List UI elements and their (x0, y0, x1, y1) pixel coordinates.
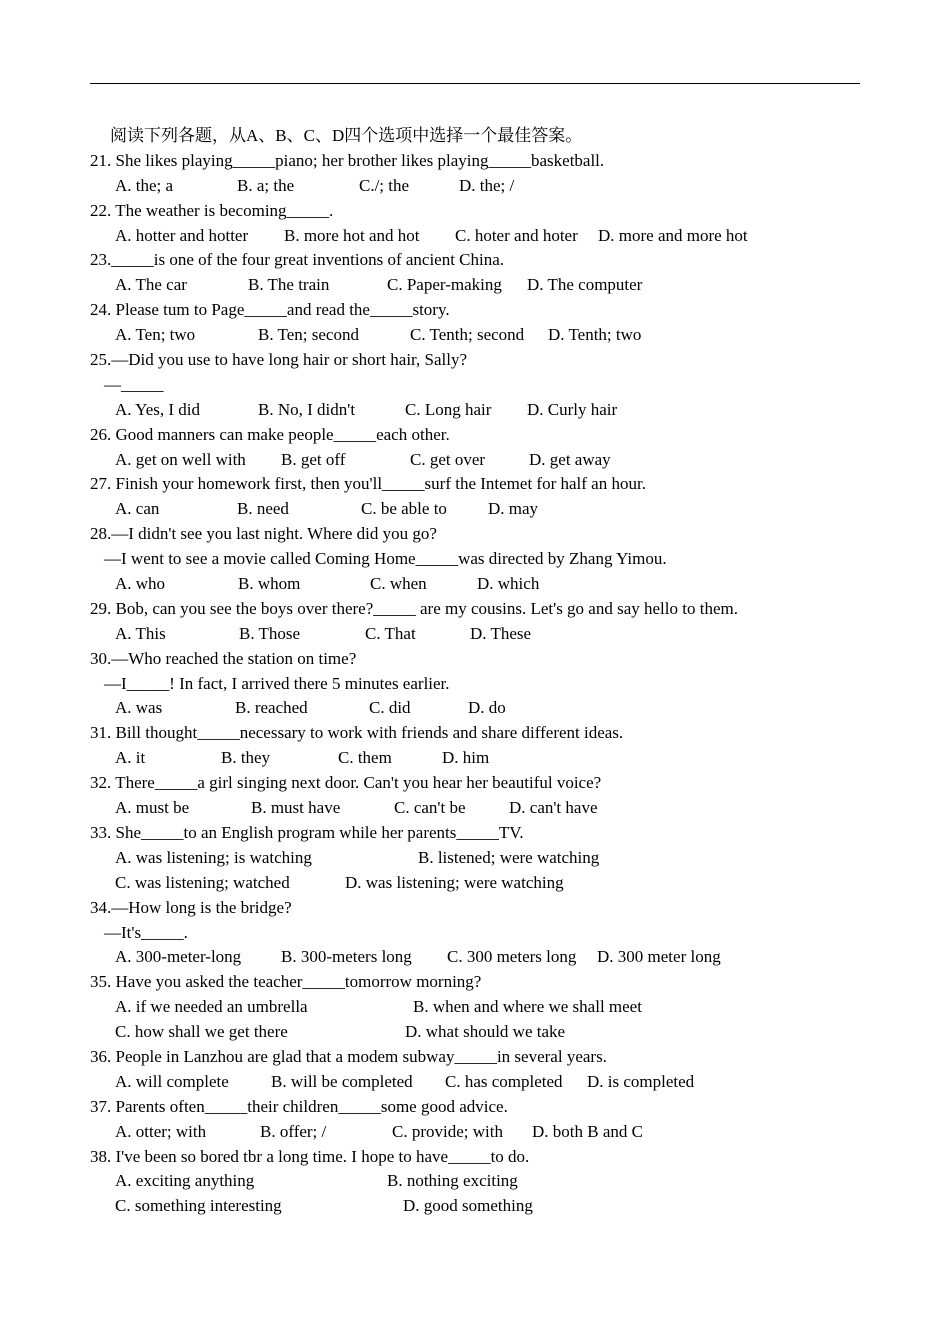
question-stem: 29. Bob, can you see the boys over there?_____ are my cousins. Let's go and say hello to them. (90, 598, 738, 618)
question-29-options (0, 622, 950, 647)
question-21-options (0, 174, 950, 199)
option-d: D. These (470, 623, 532, 643)
question-33-options-row-2 (0, 871, 950, 896)
reply-text: —I_____! In fact, I arrived there 5 minutes earlier. (104, 673, 450, 693)
option-a: A. Yes, I did (115, 399, 201, 419)
option-b: B. whom (238, 574, 301, 594)
exercise-body (0, 124, 950, 1219)
option-d: D. get away (529, 449, 611, 469)
question-25-options (0, 398, 950, 423)
question-31 (0, 721, 950, 746)
option-a: A. must be (115, 798, 190, 818)
option-d: D. more and more hot (598, 225, 748, 245)
option-b: B. more hot and hot (284, 225, 420, 245)
option-d: D. may (488, 499, 539, 519)
option-c: C. Tenth; second (410, 325, 525, 345)
option-b: B. need (237, 499, 289, 519)
option-c: C. them (338, 748, 392, 768)
option-c: C. when (370, 574, 427, 594)
option-c: C. That (365, 623, 416, 643)
question-31-options (0, 746, 950, 771)
option-b: B. they (221, 748, 271, 768)
option-b: B. reached (235, 698, 308, 718)
question-24 (0, 298, 950, 323)
question-stem: 31. Bill thought_____necessary to work with friends and share different ideas. (90, 723, 624, 743)
reply-text: —I went to see a movie called Coming Home_____was directed by Zhang Yimou. (104, 549, 667, 569)
question-27 (0, 472, 950, 497)
question-28-options (0, 572, 950, 597)
question-33 (0, 821, 950, 846)
question-22 (0, 199, 950, 224)
question-34-options (0, 945, 950, 970)
question-29 (0, 597, 950, 622)
question-stem: 38. I've been so bored tbr a long time. I hope to have_____to do. (90, 1146, 530, 1166)
option-c: C. was listening; watched (115, 872, 290, 892)
question-38-options-row-1 (0, 1169, 950, 1194)
option-c: C. can't be (394, 798, 466, 818)
option-d: D. Tenth; two (548, 325, 642, 345)
option-c: C./; the (359, 175, 410, 195)
option-c: C. has completed (445, 1071, 563, 1091)
question-32-options (0, 796, 950, 821)
option-d: D. the; / (459, 175, 515, 195)
option-b: B. will be completed (271, 1071, 413, 1091)
option-b: B. Those (239, 623, 301, 643)
question-37 (0, 1095, 950, 1120)
question-37-options (0, 1120, 950, 1145)
option-a: A. it (115, 748, 146, 768)
option-d: D. him (442, 748, 490, 768)
option-a: A. Ten; two (115, 325, 196, 345)
option-c: C. be able to (361, 499, 447, 519)
option-a: A. the; a (115, 175, 174, 195)
option-a: A. otter; with (115, 1121, 207, 1141)
option-b: B. nothing exciting (387, 1171, 518, 1191)
option-b: B. must have (251, 798, 341, 818)
option-b: B. offer; / (260, 1121, 327, 1141)
option-a: A. was (115, 698, 163, 718)
option-b: B. listened; were watching (418, 847, 600, 867)
question-26-options (0, 448, 950, 473)
option-c: C. something interesting (115, 1196, 282, 1216)
option-a: A. was listening; is watching (115, 847, 312, 867)
option-b: B. 300-meters long (281, 947, 412, 967)
option-c: C. how shall we get there (115, 1022, 288, 1042)
option-d: D. Curly hair (527, 399, 618, 419)
option-d: D. both B and C (532, 1121, 643, 1141)
question-25 (0, 348, 950, 373)
question-stem: 22. The weather is becoming_____. (90, 200, 334, 220)
question-35-options-row-1 (0, 995, 950, 1020)
question-22-options (0, 224, 950, 249)
option-a: A. if we needed an umbrella (115, 997, 308, 1017)
question-stem: 27. Finish your homework first, then you'll_____surf the Intemet for half an hour. (90, 474, 646, 494)
header-rule (90, 83, 860, 84)
reply-text: —_____ (104, 374, 164, 394)
question-stem: 35. Have you asked the teacher_____tomorrow morning? (90, 972, 482, 992)
option-a: A. exciting anything (115, 1171, 255, 1191)
question-33-options-row-1 (0, 846, 950, 871)
option-b: B. No, I didn't (258, 399, 356, 419)
option-a: A. 300-meter-long (115, 947, 242, 967)
question-28 (0, 522, 950, 547)
option-d: D. is completed (587, 1071, 695, 1091)
option-c: C. Paper-making (387, 275, 502, 295)
option-a: A. can (115, 499, 160, 519)
option-d: D. which (477, 574, 540, 594)
question-38 (0, 1145, 950, 1170)
option-a: A. hotter and hotter (115, 225, 249, 245)
option-d: D. 300 meter long (597, 947, 721, 967)
question-stem: 36. People in Lanzhou are glad that a modem subway_____in several years. (90, 1046, 607, 1066)
question-25-reply (0, 373, 950, 398)
instruction-text: 阅读下列各题，从A、B、C、D四个选项中选择一个最佳答案。 (110, 126, 583, 145)
option-b: B. get off (281, 449, 346, 469)
question-stem: 21. She likes playing_____piano; her brother likes playing_____basketball. (90, 150, 605, 170)
option-d: D. what should we take (405, 1022, 566, 1042)
option-a: A. will complete (115, 1071, 229, 1091)
option-d: D. good something (403, 1196, 533, 1216)
question-27-options (0, 497, 950, 522)
question-21 (0, 149, 950, 174)
question-24-options (0, 323, 950, 348)
instruction-line (0, 124, 950, 149)
option-b: B. when and where we shall meet (413, 997, 642, 1017)
question-34 (0, 896, 950, 921)
option-d: D. The computer (527, 275, 643, 295)
option-b: B. a; the (237, 175, 295, 195)
question-stem: 37. Parents often_____their children_____some good advice. (90, 1096, 508, 1116)
option-b: B. The train (248, 275, 330, 295)
question-26 (0, 423, 950, 448)
question-stem: 33. She_____to an English program while her parents_____TV. (90, 822, 524, 842)
question-36-options (0, 1070, 950, 1095)
question-30-reply (0, 672, 950, 697)
option-d: D. was listening; were watching (345, 872, 564, 892)
question-stem: 32. There_____a girl singing next door. Can't you hear her beautiful voice? (90, 773, 602, 793)
option-a: A. who (115, 574, 166, 594)
question-23 (0, 248, 950, 273)
reply-text: —It's_____. (104, 922, 188, 942)
question-28-reply (0, 547, 950, 572)
question-36 (0, 1045, 950, 1070)
question-38-options-row-2 (0, 1194, 950, 1219)
option-c: C. 300 meters long (447, 947, 577, 967)
question-stem: 34.—How long is the bridge? (90, 897, 292, 917)
option-c: C. did (369, 698, 411, 718)
question-stem: 24. Please tum to Page_____and read the_____story. (90, 300, 450, 320)
question-stem: 25.—Did you use to have long hair or short hair, Sally? (90, 350, 468, 370)
option-a: A. get on well with (115, 449, 246, 469)
question-34-reply (0, 921, 950, 946)
option-a: A. This (115, 623, 166, 643)
option-c: C. Long hair (405, 399, 492, 419)
option-c: C. get over (410, 449, 486, 469)
option-c: C. provide; with (392, 1121, 503, 1141)
question-35 (0, 970, 950, 995)
question-30-options (0, 696, 950, 721)
question-32 (0, 771, 950, 796)
option-c: C. hoter and hoter (455, 225, 578, 245)
question-stem: 23._____is one of the four great inventions of ancient China. (90, 250, 505, 270)
option-b: B. Ten; second (258, 325, 359, 345)
question-30 (0, 647, 950, 672)
question-stem: 30.—Who reached the station on time? (90, 648, 357, 668)
question-35-options-row-2 (0, 1020, 950, 1045)
question-23-options (0, 273, 950, 298)
question-stem: 28.—I didn't see you last night. Where did you go? (90, 524, 437, 544)
option-d: D. can't have (509, 798, 598, 818)
option-d: D. do (468, 698, 506, 718)
question-stem: 26. Good manners can make people_____each other. (90, 424, 450, 444)
option-a: A. The car (115, 275, 187, 295)
